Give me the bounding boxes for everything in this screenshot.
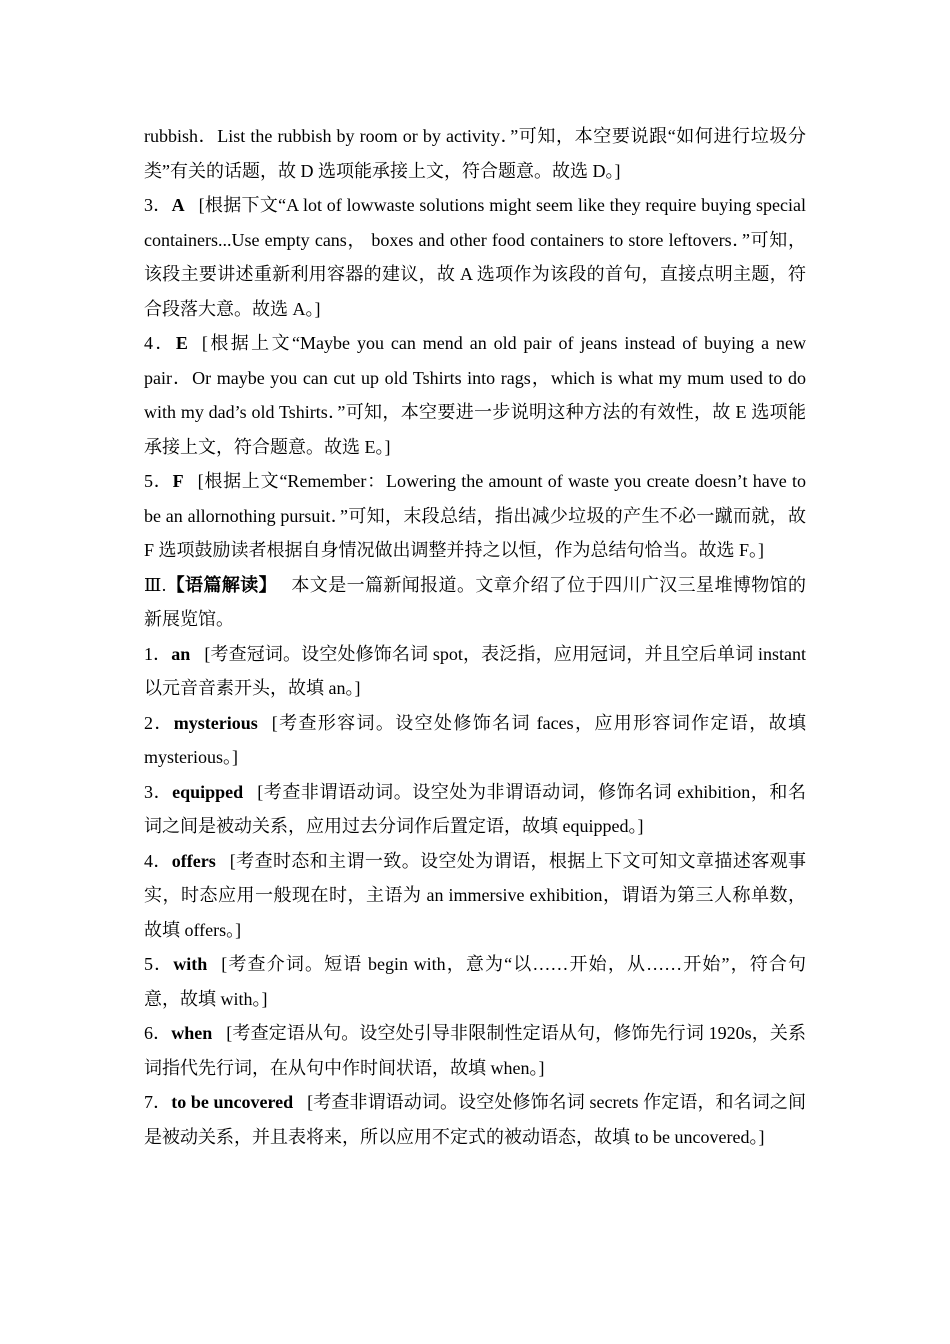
item-explanation: [考查非谓语动词。设空处为非谓语动词，修饰名词 exhibition，和名词之间是被动关系，应用过去分词作后置定语，故填 equipped。] bbox=[144, 781, 806, 836]
item-explanation: [根据上文“Maybe you can mend an old pair of jeans instead of buying a new pair．Or maybe you can cut up old Tshirts into rags，which is what my mum used to do with my dad’s old Tshirts．”可知，本空要进一步说明这种方法的有效性，故 E 选项能承接上文，符合题意。故选 E。] bbox=[144, 333, 806, 457]
section-number: Ⅲ. bbox=[144, 574, 167, 595]
item-explanation: [考查形容词。设空处修饰名词 faces，应用形容词作定语，故填 mysterious。] bbox=[144, 712, 806, 767]
item-explanation: [考查时态和主谓一致。设空处为谓语，根据上下文可知文章描述客观事实，时态应用一般现在时，主语为 an immersive exhibition，谓语为第三人称单数，故填 offers。] bbox=[144, 850, 806, 940]
item-number: 7． bbox=[144, 1092, 172, 1112]
section-summary: 本文是一篇新闻报道。文章介绍了位于四川广汉三星堆博物馆的新展览馆。 bbox=[144, 574, 807, 629]
item-number: 1． bbox=[144, 643, 172, 664]
item-explanation: [考查定语从句。设空处引导非限制性定语从句，修饰先行词 1920s，关系词指代先行词，在从句中作时间状语，故填 when。] bbox=[144, 1023, 807, 1078]
answer-item bbox=[144, 844, 806, 948]
item-explanation: [考查冠词。设空处修饰名词 spot，表泛指，应用冠词，并且空后单词 instant 以元音音素开头，故填 an。] bbox=[144, 643, 806, 698]
item-number: 4． bbox=[144, 333, 176, 353]
item-number: 5． bbox=[144, 471, 173, 491]
paragraph-text: rubbish．List the rubbish by room or by activity．”可知，本空要说跟“如何进行垃圾分类”有关的话题，故 D 选项能承接上文，符合题意。故选 D。] bbox=[144, 126, 806, 181]
item-answer: to be uncovered bbox=[171, 1092, 294, 1112]
item-answer: offers bbox=[171, 850, 216, 871]
item-explanation: [根据上文“Remember：Lowering the amount of waste you create doesn’t have to be an allornothing pursuit．”可知，末段总结，指出减少垃圾的产生不必一蹴而就，故 F 选项鼓励读者根据自身情况做出调整并持之以恒，作为总结句恰当。故选 F。] bbox=[144, 471, 806, 560]
section-title: 【语篇解读】 bbox=[166, 574, 278, 595]
item-answer: with bbox=[173, 954, 208, 974]
item-answer: equipped bbox=[172, 781, 244, 802]
item-explanation: [根据下文“A lot of lowwaste solutions might seem like they require buying special containers...Use empty cans， boxes and other food containers to store leftovers．”可知，该段主要讲述重新利用容器的建议，故 A 选项作为该段的首句，直接点明主题，符合段落大意。故选 A。] bbox=[144, 195, 806, 319]
answer-item bbox=[144, 637, 806, 706]
paragraph-continuation bbox=[144, 119, 806, 188]
answer-item bbox=[144, 326, 806, 464]
item-answer: E bbox=[175, 333, 188, 353]
item-number: 3． bbox=[144, 781, 173, 802]
item-answer: an bbox=[171, 643, 191, 664]
answer-item bbox=[144, 464, 806, 568]
answer-item bbox=[144, 706, 806, 775]
answer-item bbox=[144, 1016, 806, 1085]
answer-item bbox=[144, 775, 806, 844]
answer-item bbox=[144, 188, 806, 326]
item-number: 6． bbox=[144, 1023, 172, 1043]
item-number: 3． bbox=[144, 195, 172, 215]
item-answer: A bbox=[171, 195, 185, 215]
item-number: 4． bbox=[144, 850, 172, 871]
item-answer: when bbox=[171, 1023, 213, 1043]
item-number: 2． bbox=[144, 712, 174, 733]
item-explanation: [考查介词。短语 begin with，意为“以……开始，从……开始”，符合句意，故填 with。] bbox=[144, 954, 807, 1009]
answer-item bbox=[144, 1085, 806, 1154]
answer-item bbox=[144, 947, 806, 1016]
item-explanation: [考查非谓语动词。设空处修饰名词 secrets 作定语，和名词之间是被动关系，并且表将来，所以应用不定式的被动语态，故填 to be uncovered。] bbox=[144, 1092, 807, 1147]
item-number: 5． bbox=[144, 954, 174, 974]
item-answer: F bbox=[172, 471, 184, 491]
answer-explanations bbox=[144, 119, 806, 1154]
section-heading bbox=[144, 568, 806, 637]
item-answer: mysterious bbox=[173, 712, 258, 733]
